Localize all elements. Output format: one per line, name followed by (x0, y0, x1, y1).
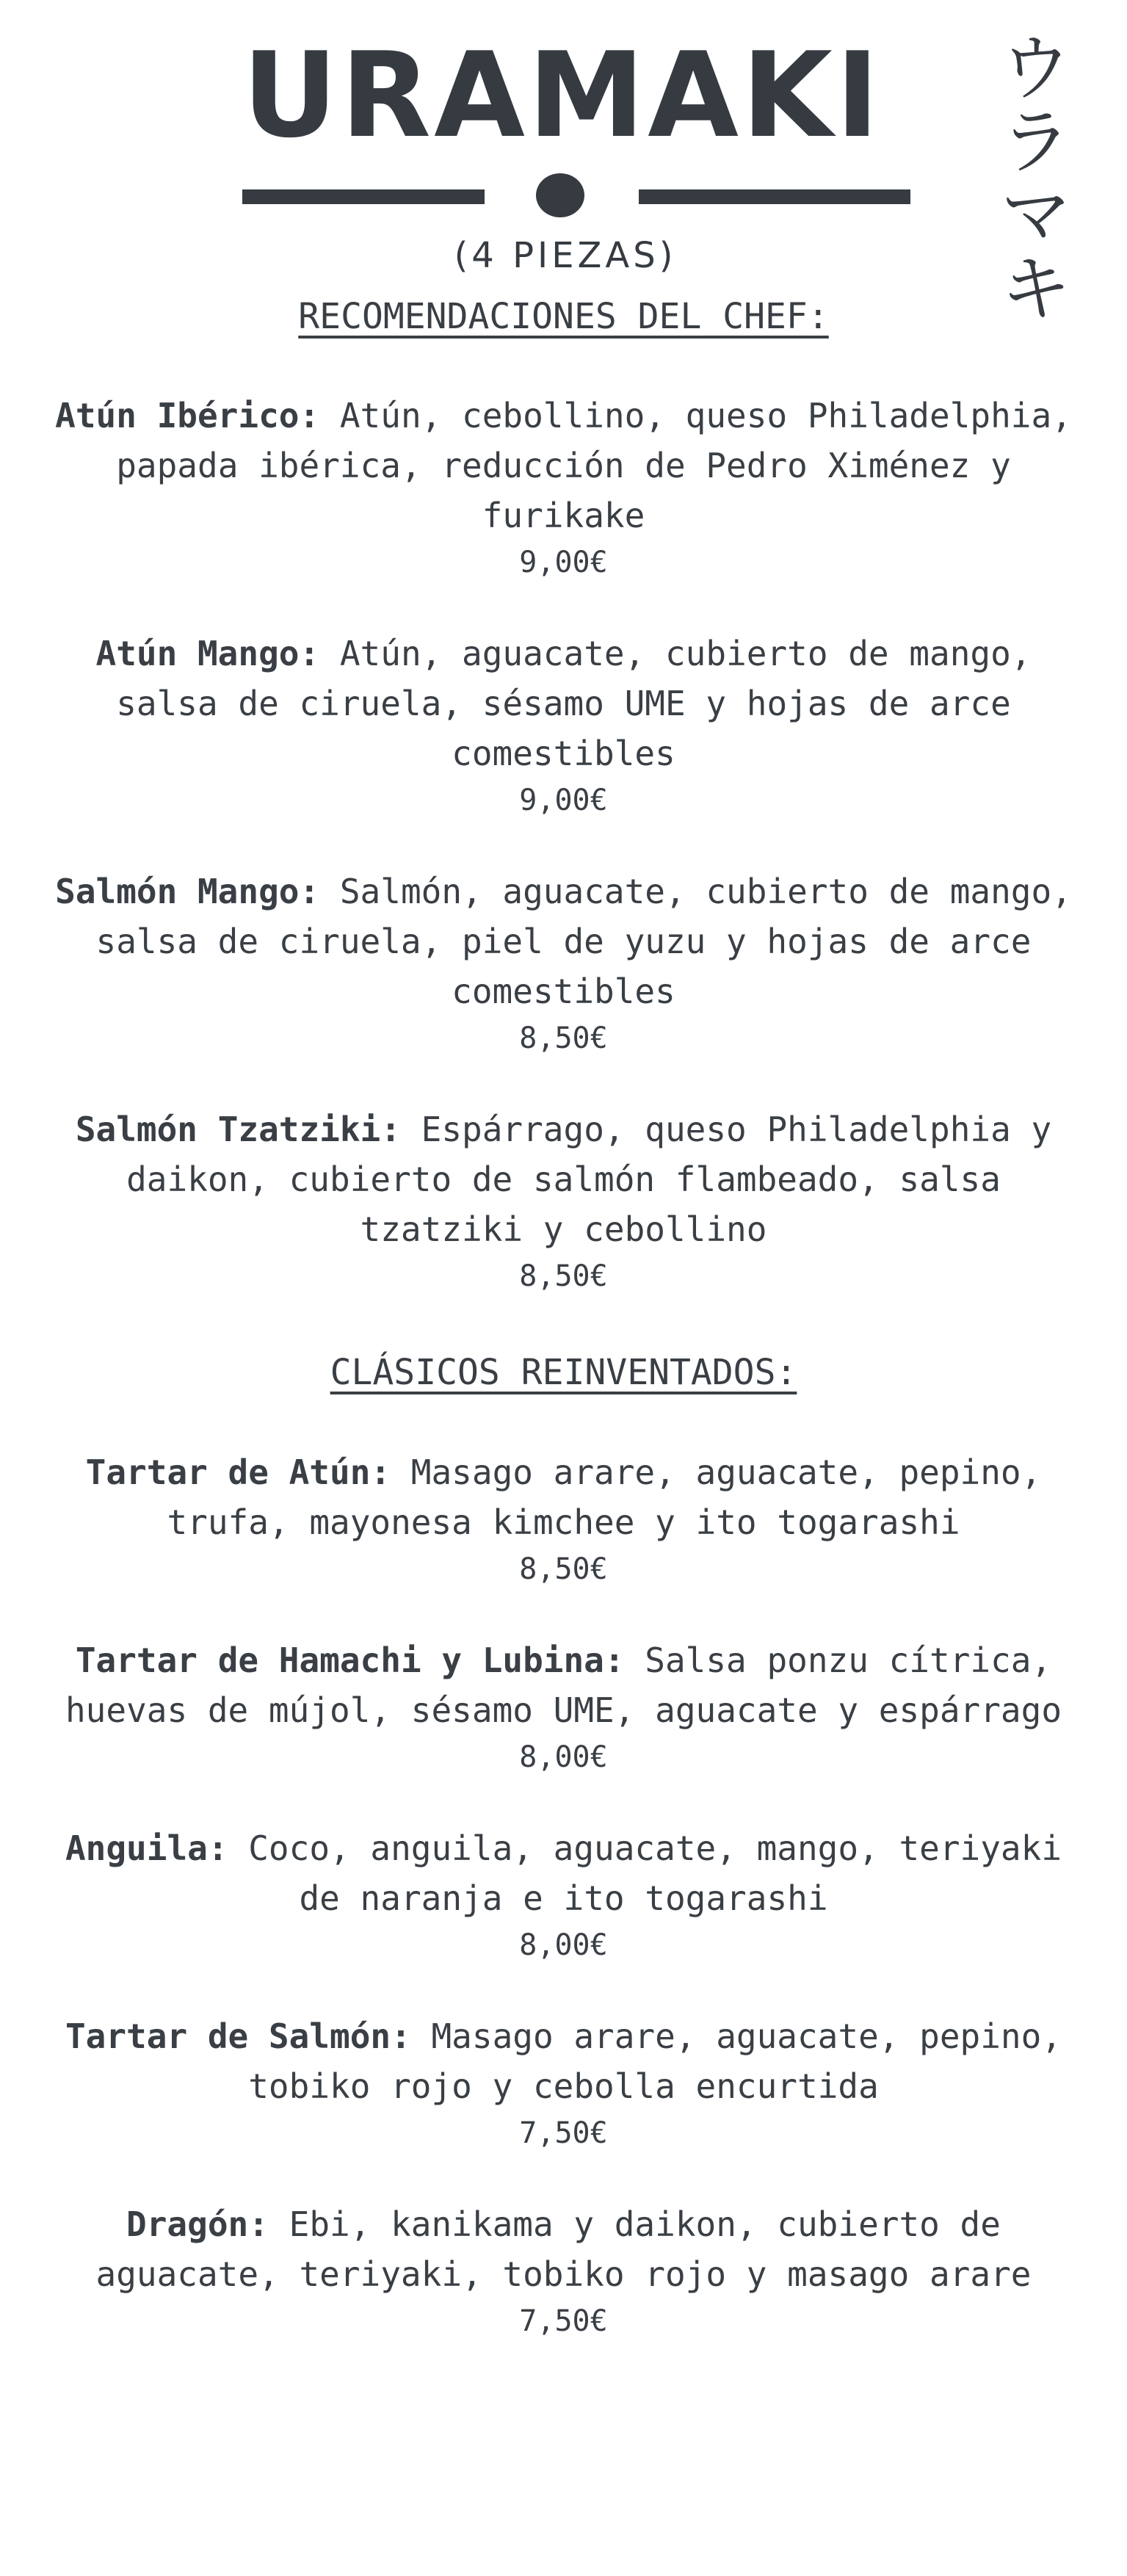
item-description: Masago arare, aguacate, pepino, trufa, mayonesa kimchee y ito togarashi (167, 1452, 1042, 1542)
pieces-label: (4 PIEZAS) (454, 235, 677, 276)
item-name: Dragón: (126, 2204, 269, 2244)
menu-item (44, 391, 1083, 585)
title-rule-right (639, 189, 910, 204)
item-name: Salmón Mango: (55, 872, 320, 912)
item-price: 8,50€ (519, 1259, 608, 1294)
item-description: Espárrago, queso Philadelphia y daikon, cubierto de salmón flambeado, salsa tzatziki y cebollino (126, 1110, 1052, 1250)
item-price: 8,50€ (519, 1552, 608, 1586)
item-price: 8,50€ (519, 1021, 608, 1056)
item-description: Salmón, aguacate, cubierto de mango, salsa de ciruela, piel de yuzu y hojas de arce comestibles (95, 872, 1072, 1012)
item-description: Salsa ponzu cítrica, huevas de mújol, sésamo UME, aguacate y espárrago (65, 1640, 1062, 1730)
menu-title: URAMAKI (242, 26, 883, 164)
item-price: 9,00€ (519, 784, 608, 818)
menu-item (44, 629, 1083, 822)
item-price: 8,00€ (519, 1740, 608, 1774)
title-rule-left (242, 189, 485, 204)
menu-content (44, 294, 1083, 2343)
menu-item (44, 1635, 1083, 1779)
menu-item (44, 2011, 1083, 2155)
section-title-chef: RECOMENDACIONES DEL CHEF: (298, 296, 829, 337)
item-name: Atún Mango: (95, 634, 320, 674)
item-price: 7,50€ (519, 2116, 608, 2150)
menu-item (44, 1823, 1083, 1967)
item-price: 8,00€ (519, 1928, 608, 1962)
item-description: Ebi, kanikama y daikon, cubierto de aguacate, teriyaki, tobiko rojo y masago arare (95, 2204, 1032, 2294)
menu-item (44, 1104, 1083, 1298)
katakana-title: ウラマキ (987, 29, 1073, 323)
item-description: Masago arare, aguacate, pepino, tobiko rojo y cebolla encurtida (248, 2016, 1062, 2106)
menu-item (44, 2199, 1083, 2343)
item-description: Atún, cebollino, queso Philadelphia, papada ibérica, reducción de Pedro Ximénez y furikake (116, 396, 1072, 536)
section-title-classics: CLÁSICOS REINVENTADOS: (330, 1352, 797, 1394)
item-name: Anguila: (65, 1828, 228, 1868)
item-name: Salmón Tzatziki: (75, 1110, 401, 1150)
item-description: Atún, aguacate, cubierto de mango, salsa de ciruela, sésamo UME y hojas de arce comestibles (116, 634, 1032, 774)
item-description: Coco, anguila, aguacate, mango, teriyaki de naranja e ito togarashi (248, 1828, 1062, 1918)
item-name: Tartar de Atún: (85, 1452, 391, 1492)
item-price: 7,50€ (519, 2304, 608, 2338)
title-dot (536, 173, 584, 217)
menu-item (44, 866, 1083, 1060)
item-name: Tartar de Salmón: (65, 2016, 411, 2056)
item-price: 9,00€ (519, 546, 608, 580)
item-name: Tartar de Hamachi y Lubina: (75, 1640, 625, 1680)
item-name: Atún Ibérico: (55, 396, 320, 436)
menu-item (44, 1447, 1083, 1591)
